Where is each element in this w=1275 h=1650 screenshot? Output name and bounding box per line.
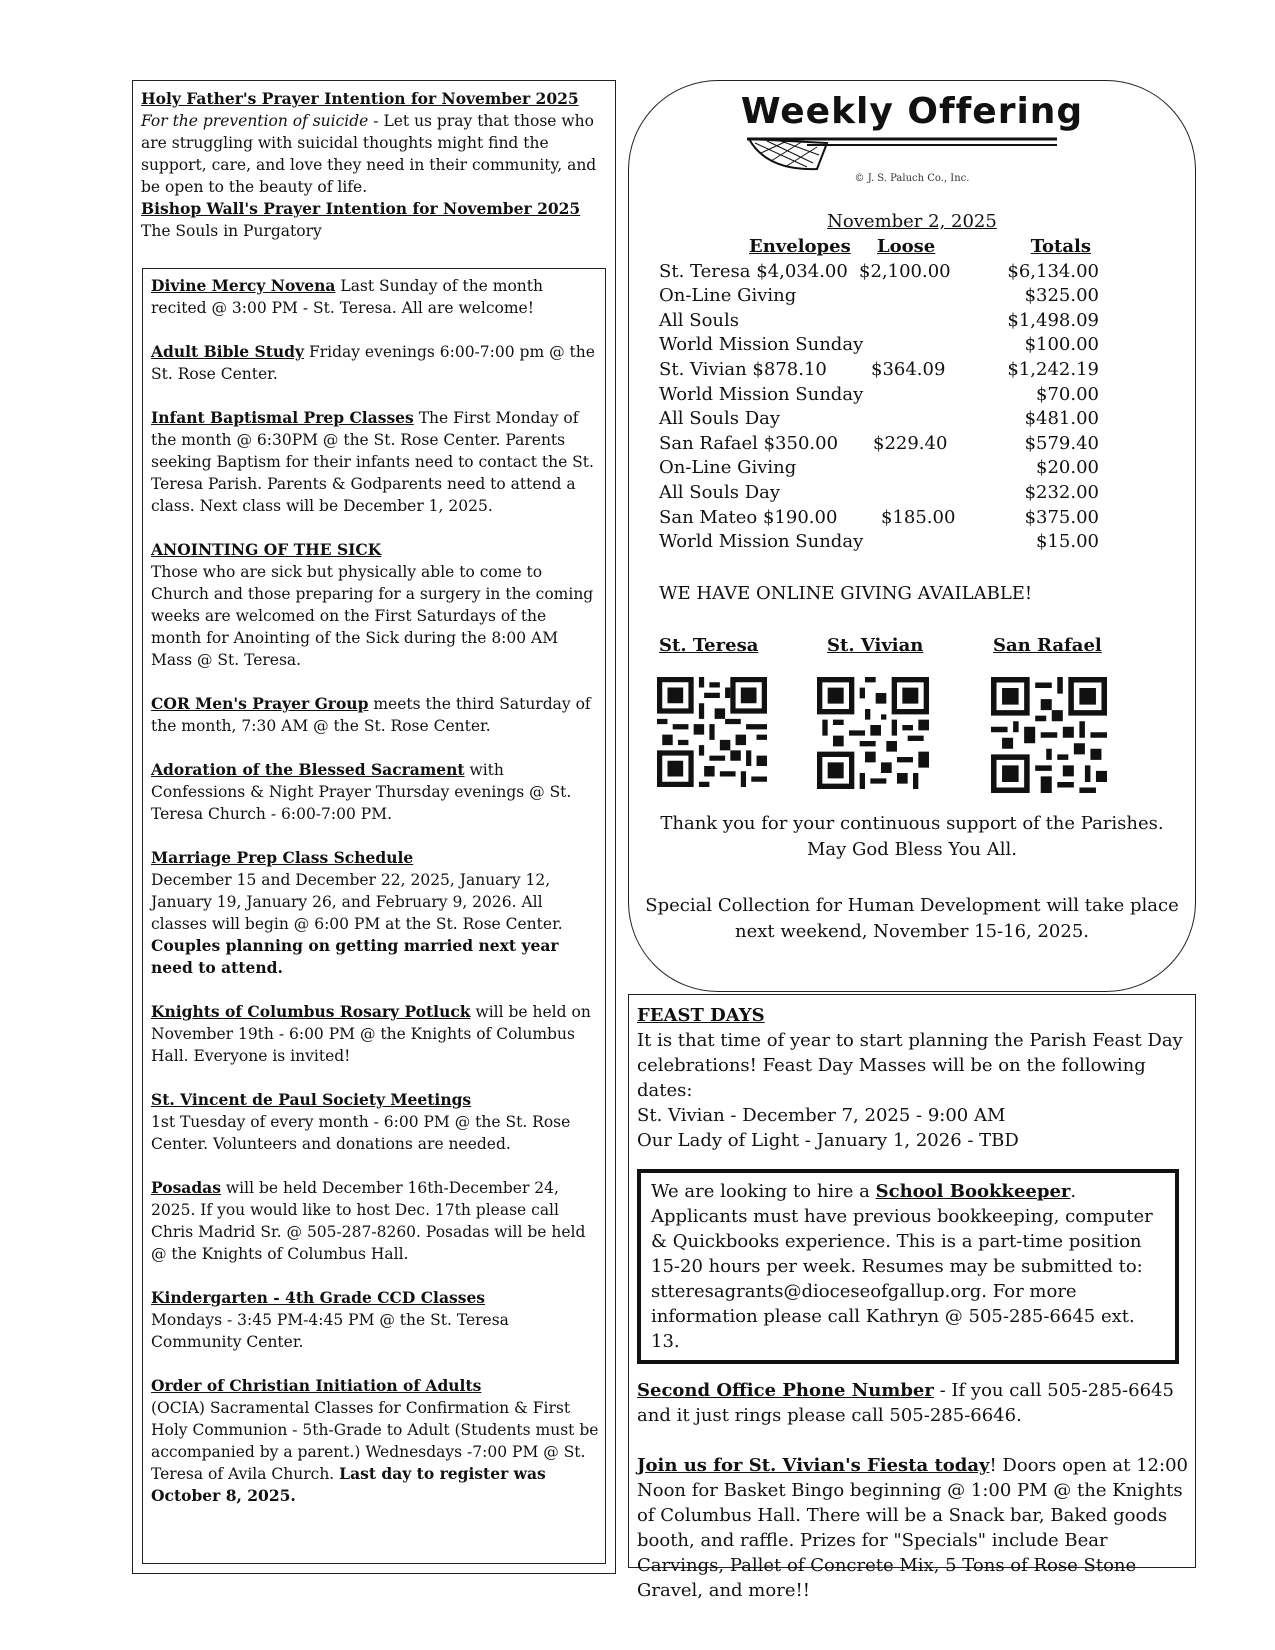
- special-collection-notice: [629, 893, 1195, 945]
- event-item: [151, 1001, 599, 1067]
- offering-title: Weekly Offering: [740, 91, 1084, 132]
- table-row: [659, 456, 1099, 481]
- special-line-2: next weekend, November 15-16, 2025.: [734, 921, 1090, 942]
- holy-father-title: Holy Father's Prayer Intention for November 2025: [141, 89, 579, 108]
- event-text: Last Sunday of the month recited @ 3:00 PM - St. Teresa. All are welcome!: [151, 277, 544, 317]
- qr-label-st-teresa: St. Teresa: [659, 635, 759, 656]
- event-title: Infant Baptismal Prep Classes: [151, 408, 414, 427]
- row-total: $232.00: [1024, 481, 1099, 503]
- event-text: Friday evenings 6:00-7:00 pm @ the St. Rose Center.: [151, 343, 595, 383]
- bishop-title: Bishop Wall's Prayer Intention for November 2025: [141, 199, 581, 218]
- row-total: $1,498.09: [1007, 309, 1099, 331]
- phone-text: - If you call 505-285-6645 and it just rings please call 505-285-6646.: [637, 1380, 1174, 1426]
- phone-title: Second Office Phone Number: [637, 1380, 934, 1401]
- event-text: with Confessions & Night Prayer Thursday evenings @ St. Teresa Church - 6:00-7:00 PM.: [151, 761, 572, 823]
- offering-table: [659, 235, 1099, 555]
- row-total: $375.00: [1024, 506, 1099, 528]
- holy-father-text: - Let us pray that those who are struggling with suicidal thoughts might find the support, care, and love they need in their community, and be open to the beauty of life.: [141, 112, 597, 196]
- event-title: Divine Mercy Novena: [151, 276, 336, 295]
- row-total: $6,134.00: [1007, 260, 1099, 282]
- basket-net-icon: [747, 133, 1057, 173]
- qr-label-st-vivian: St. Vivian: [827, 635, 924, 656]
- event-title: Knights of Columbus Rosary Potluck: [151, 1002, 471, 1021]
- row-label: World Mission Sunday: [659, 383, 864, 405]
- offering-date: November 2, 2025: [827, 211, 997, 232]
- job-posting-box: [637, 1169, 1179, 1364]
- event-title: Kindergarten - 4th Grade CCD Classes: [151, 1288, 486, 1307]
- qr-code-st-vivian[interactable]: [817, 677, 929, 789]
- fiesta-text: ! Doors open at 12:00 Noon for Basket Bingo beginning @ 1:00 PM @ the Knights of Columbus Hall. There will be a Snack bar, Baked goods booth, and raffle. Prizes for "Specials" include Bear Carvings, Pallet of Concrete Mix, 5 Tons of Rose Stone Gravel, and more!!: [637, 1455, 1188, 1601]
- online-giving-notice: WE HAVE ONLINE GIVING AVAILABLE!: [659, 583, 1033, 604]
- prayer-intentions: [141, 88, 609, 242]
- qr-code-san-rafael[interactable]: [991, 677, 1107, 793]
- event-item: [151, 1287, 599, 1353]
- feast-date-2: Our Lady of Light - January 1, 2026 - TBD: [637, 1130, 1019, 1151]
- event-text: will be held on November 19th - 6:00 PM @ the Knights of Columbus Hall. Everyone is invited!: [151, 1003, 591, 1065]
- fiesta-notice: [637, 1453, 1189, 1603]
- fiesta-title: Join us for St. Vivian's Fiesta today: [637, 1455, 990, 1476]
- thanks-line-1: Thank you for your continuous support of the Parishes.: [660, 813, 1164, 834]
- table-row: [659, 309, 1099, 334]
- table-row: [659, 407, 1099, 432]
- holy-father-subtitle: For the prevention of suicide: [141, 112, 369, 130]
- table-row: [659, 481, 1099, 506]
- table-row: [659, 284, 1099, 309]
- event-text: meets the third Saturday of the month, 7:30 AM @ the St. Rose Center.: [151, 695, 591, 735]
- row-total: $70.00: [1036, 383, 1099, 405]
- row-loose: $229.40: [873, 432, 948, 454]
- event-title: Posadas: [151, 1178, 221, 1197]
- row-label: World Mission Sunday: [659, 334, 864, 356]
- row-total: $481.00: [1024, 408, 1099, 430]
- row-total: $15.00: [1036, 531, 1099, 553]
- event-item: [151, 1177, 599, 1265]
- table-row: [659, 383, 1099, 408]
- event-item: [151, 341, 599, 385]
- event-text: will be held December 16th-December 24, 2025. If you would like to host Dec. 17th please call Chris Madrid Sr. @ 505-287-8260. Posadas will be held @ the Knights of Columbus Hall.: [151, 1179, 586, 1263]
- table-row: [659, 333, 1099, 358]
- event-title: Order of Christian Initiation of Adults: [151, 1376, 482, 1395]
- hire-pre: We are looking to hire a: [651, 1181, 876, 1202]
- hire-position: School Bookkeeper: [875, 1181, 1071, 1202]
- event-title: Adult Bible Study: [151, 342, 305, 361]
- table-row: [659, 432, 1099, 457]
- copyright-text: © J. S. Paluch Co., Inc.: [854, 173, 970, 184]
- row-total: $1,242.19: [1007, 358, 1099, 380]
- header-totals: Totals: [1030, 236, 1091, 257]
- event-title: St. Vincent de Paul Society Meetings: [151, 1090, 472, 1109]
- event-title: ANOINTING OF THE SICK: [151, 540, 382, 559]
- event-item: [151, 1089, 599, 1155]
- announcements-box: [628, 994, 1196, 1601]
- event-text: December 15 and December 22, 2025, January 12, January 19, January 26, and February 9, 2026. All classes will begin @ 6:00 PM at the St. Rose Center.: [151, 871, 563, 933]
- event-text: 1st Tuesday of every month - 6:00 PM @ the St. Rose Center. Volunteers and donations are needed.: [151, 1113, 571, 1153]
- row-label: All Souls Day: [659, 481, 781, 503]
- header-envelopes: Envelopes: [749, 236, 851, 257]
- table-row: [659, 530, 1099, 555]
- event-item: [151, 539, 599, 671]
- row-loose: $364.09: [871, 358, 946, 380]
- event-item: [151, 1375, 599, 1507]
- qr-label-san-rafael: San Rafael: [993, 635, 1102, 656]
- holy-father-intention: [141, 110, 609, 198]
- thanks-line-2: May God Bless You All.: [806, 839, 1018, 860]
- event-text: Those who are sick but physically able to come to Church and those preparing for a surgery in the coming weeks are welcomed on the First Saturdays of the month for Anointing of the Sick during the 8:00 AM Mass @ St. Teresa.: [151, 563, 594, 669]
- table-row: [659, 260, 1099, 285]
- row-total: $100.00: [1024, 334, 1099, 356]
- row-total: $579.40: [1024, 432, 1099, 454]
- row-label: San Rafael $350.00: [659, 432, 839, 454]
- feast-date-1: St. Vivian - December 7, 2025 - 9:00 AM: [637, 1105, 1006, 1126]
- events-box: [142, 268, 606, 1564]
- row-loose: $2,100.00: [859, 260, 951, 282]
- event-text: (OCIA) Sacramental Classes for Confirmation & First Holy Communion - 5th-Grade to Adult (Students must be accompanied by a parent.) Wednesdays -7:00 PM @ St. Teresa of Avila Church.: [151, 1399, 599, 1483]
- header-loose: Loose: [877, 236, 936, 257]
- row-loose: $185.00: [881, 506, 956, 528]
- event-title: COR Men's Prayer Group: [151, 694, 369, 713]
- event-title: Marriage Prep Class Schedule: [151, 848, 414, 867]
- event-item: [151, 275, 599, 319]
- event-item: [151, 847, 599, 979]
- special-line-1: Special Collection for Human Development will take place: [645, 895, 1179, 916]
- event-item: [151, 407, 599, 517]
- event-item: [151, 759, 599, 825]
- row-label: World Mission Sunday: [659, 531, 864, 553]
- event-text: Mondays - 3:45 PM-4:45 PM @ the St. Teresa Community Center.: [151, 1311, 509, 1351]
- table-row: [659, 358, 1099, 383]
- table-header: [659, 235, 1099, 260]
- feast-days-text: It is that time of year to start planning the Parish Feast Day celebrations! Feast Day Masses will be on the following dates:: [637, 1030, 1183, 1101]
- weekly-offering-panel: [628, 80, 1196, 992]
- phone-notice: [637, 1378, 1189, 1428]
- row-label: San Mateo $190.00: [659, 506, 838, 528]
- event-bold-note: Couples planning on getting married next year need to attend.: [151, 936, 559, 977]
- hire-text: . Applicants must have previous bookkeeping, computer & Quickbooks experience. This is a part-time position 15-20 hours per week. Resumes may be submitted to: stteresagrants@dioceseofgallup.org. For more information please call Kathryn @ 505-285-6645 ext. 13.: [651, 1181, 1153, 1352]
- event-bold-note: Last day to register was October 8, 2025.: [151, 1464, 546, 1505]
- event-title: Adoration of the Blessed Sacrament: [151, 760, 465, 779]
- table-row: [659, 506, 1099, 531]
- bishop-text: The Souls in Purgatory: [141, 222, 322, 240]
- thanks-message: [629, 811, 1195, 863]
- row-label: All Souls: [659, 309, 739, 331]
- event-text: The First Monday of the month @ 6:30PM @ the St. Rose Center. Parents seeking Baptism for their infants need to contact the St. Teresa Parish. Parents & Godparents need to attend a class. Next class will be December 1, 2025.: [151, 409, 594, 515]
- qr-code-st-teresa[interactable]: [657, 677, 767, 787]
- row-label: St. Vivian $878.10: [659, 358, 827, 380]
- row-label: All Souls Day: [659, 408, 781, 430]
- row-label: St. Teresa $4,034.00: [659, 260, 848, 282]
- event-item: [151, 693, 599, 737]
- row-total: $325.00: [1024, 285, 1099, 307]
- feast-days-title: FEAST DAYS: [637, 1005, 765, 1026]
- row-total: $20.00: [1036, 457, 1099, 479]
- row-label: On-Line Giving: [659, 285, 797, 307]
- row-label: On-Line Giving: [659, 457, 797, 479]
